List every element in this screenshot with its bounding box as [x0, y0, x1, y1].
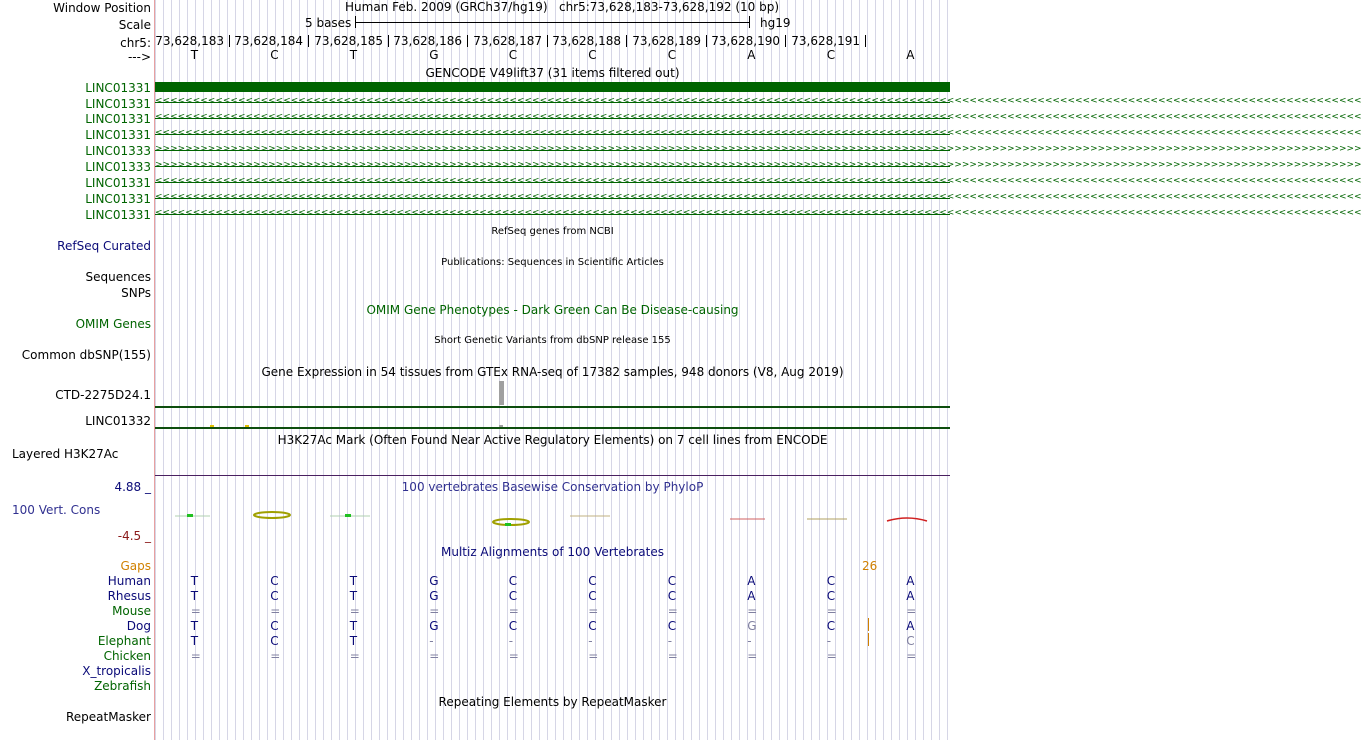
alignment-base-elephant: C [270, 634, 279, 648]
dbsnp-label[interactable]: Common dbSNP(155) [21, 348, 151, 362]
alignment-base-dog: T [190, 619, 199, 633]
alignment-base-mouse: = [667, 604, 678, 618]
alignment-base-chicken: = [747, 649, 758, 663]
alignment-base-elephant: - [588, 634, 593, 648]
sequences-label[interactable]: Sequences [85, 270, 151, 284]
alignment-base-mouse: = [588, 604, 599, 618]
alignment-base-rhesus: T [190, 589, 199, 603]
phylop-track-title: 100 vertebrates Basewise Conservation by PhyloP [401, 480, 704, 494]
alignment-base-chicken: = [429, 649, 440, 663]
alignment-base-dog: C [270, 619, 279, 633]
species-zebrafish-label[interactable]: Zebrafish [94, 679, 151, 693]
scale-label: Scale [118, 18, 151, 32]
gap-marker-dog [868, 618, 869, 631]
assembly-title: Human Feb. 2009 (GRCh37/hg19) chr5:73,628,183-73,628,192 (10 bp) [345, 0, 780, 14]
gene-strand-arrows: >>>>>>>>>>>>>>>>>>>>>>>>>>>>>>>>>>>>>>>>>>>>>>>>>>>>>>>>>>>>>>>>>>>>>>>>>>>>>>>>>>>>>>>>>>>>>>>>>>>>>>>>>>>>>>>>>>>>>>>>>>>>>>>>>>>>>>>>>>>>>>>>>>>>>>>>>>>>>>>> [155, 160, 1362, 170]
alignment-base-rhesus: C [667, 589, 677, 603]
gap-marker-elephant [868, 633, 869, 646]
alignment-base-chicken: = [190, 649, 201, 663]
species-rhesus-label[interactable]: Rhesus [107, 589, 151, 603]
species-human-label[interactable]: Human [107, 574, 151, 588]
alignment-base-rhesus: C [508, 589, 518, 603]
reference-base: C [826, 48, 836, 62]
reference-base: C [588, 48, 597, 62]
ruler-tick [229, 35, 230, 47]
alignment-base-rhesus: C [270, 589, 279, 603]
ruler-tick [785, 35, 786, 47]
refseq-track-title: RefSeq genes from NCBI [491, 226, 614, 237]
ruler-tick [626, 35, 627, 47]
phylop-signal [155, 505, 950, 530]
alignment-base-mouse: = [429, 604, 440, 618]
gene-label-linc01331-2[interactable]: LINC01331 [85, 97, 151, 111]
alignment-base-chicken: = [667, 649, 678, 663]
gene-label-linc01333-1[interactable]: LINC01333 [85, 144, 151, 158]
track-image-area[interactable] [155, 0, 1362, 740]
h3k27ac-label[interactable]: Layered H3K27Ac [12, 447, 119, 461]
alignment-base-chicken: = [826, 649, 837, 663]
gene-strand-arrows: >>>>>>>>>>>>>>>>>>>>>>>>>>>>>>>>>>>>>>>>>>>>>>>>>>>>>>>>>>>>>>>>>>>>>>>>>>>>>>>>>>>>>>>>>>>>>>>>>>>>>>>>>>>>>>>>>>>>>>>>>>>>>>>>>>>>>>>>>>>>>>>>>>>>>>>>>>>>>>>> [155, 144, 1362, 154]
gene-label-linc01331-5[interactable]: LINC01331 [85, 176, 151, 190]
reference-base: T [349, 48, 358, 62]
alignment-base-dog: C [588, 619, 597, 633]
alignment-base-elephant: - [508, 634, 514, 648]
gtex-expression-bar[interactable] [499, 381, 504, 405]
alignment-base-mouse: = [508, 604, 519, 618]
gtex-track-title: Gene Expression in 54 tissues from GTEx RNA-seq of 17382 samples, 948 donors (V8, Aug 2019) [261, 365, 844, 379]
strand-label: ---> [127, 50, 151, 64]
alignment-base-mouse: = [270, 604, 281, 618]
gene-label-linc01331-7[interactable]: LINC01331 [85, 208, 151, 222]
ruler-coordinate: 73,628,189 [632, 34, 701, 48]
ruler-coordinate: 73,628,184 [234, 34, 303, 48]
alignment-base-rhesus: C [826, 589, 836, 603]
species-chicken-label[interactable]: Chicken [103, 649, 151, 663]
ruler-coordinate: 73,628,185 [314, 34, 383, 48]
gene-label-linc01331-6[interactable]: LINC01331 [85, 192, 151, 206]
refseq-curated-label[interactable]: RefSeq Curated [57, 239, 151, 253]
gene-label-linc01331-3[interactable]: LINC01331 [85, 112, 151, 126]
gencode-gene-bar[interactable] [155, 82, 950, 92]
alignment-base-dog: G [429, 619, 439, 633]
scale-db-label: hg19 [760, 16, 791, 30]
gaps-value: 26 [862, 559, 878, 573]
alignment-base-dog: C [508, 619, 518, 633]
scale-bar-left-tick [355, 16, 356, 28]
alignment-base-dog: T [349, 619, 358, 633]
ruler-coordinate: 73,628,188 [552, 34, 621, 48]
gtex-gene1-label[interactable]: CTD-2275D24.1 [55, 388, 151, 402]
alignment-base-elephant: T [190, 634, 199, 648]
gene-strand-arrows: <<<<<<<<<<<<<<<<<<<<<<<<<<<<<<<<<<<<<<<<<<<<<<<<<<<<<<<<<<<<<<<<<<<<<<<<<<<<<<<<<<<<<<<<<<<<<<<<<<<<<<<<<<<<<<<<<<<<<<<<<<<<<<<<<<<<<<<<<<<<<<<<<<<<<<<<<<<<<<<< [155, 176, 1362, 186]
reference-base: G [429, 48, 439, 62]
reference-base: A [747, 48, 756, 62]
track-labels-sidebar [0, 0, 155, 740]
reference-base: C [667, 48, 677, 62]
dbsnp-track-title: Short Genetic Variants from dbSNP release 155 [434, 335, 671, 346]
h3k27ac-baseline [155, 475, 950, 476]
alignment-base-rhesus: T [349, 589, 358, 603]
alignment-base-elephant: - [747, 634, 752, 648]
alignment-base-rhesus: C [588, 589, 597, 603]
gene-label-linc01333-2[interactable]: LINC01333 [85, 160, 151, 174]
alignment-base-human: G [429, 574, 439, 588]
alignment-base-mouse: = [349, 604, 360, 618]
alignment-base-human: A [747, 574, 756, 588]
alignment-base-human: C [508, 574, 518, 588]
ruler-coordinate: 73,628,190 [711, 34, 780, 48]
scale-text: 5 bases [305, 16, 352, 30]
species-elephant-label[interactable]: Elephant [97, 634, 151, 648]
alignment-base-mouse: = [190, 604, 201, 618]
species-xtropicalis-label[interactable]: X_tropicalis [82, 664, 151, 678]
phylop-min-label: -4.5 _ [117, 529, 151, 543]
alignment-base-chicken: = [588, 649, 599, 663]
ruler-coordinate: 73,628,183 [155, 34, 224, 48]
snps-label[interactable]: SNPs [121, 286, 151, 300]
phylop-max-label: 4.88 _ [114, 480, 151, 494]
ruler-coordinate: 73,628,191 [791, 34, 860, 48]
reference-base: T [190, 48, 199, 62]
ruler-tick [388, 35, 389, 47]
alignment-base-mouse: = [747, 604, 758, 618]
gtex-gene2-label[interactable]: LINC01332 [85, 414, 151, 428]
alignment-base-human: C [667, 574, 677, 588]
alignment-base-human: T [190, 574, 199, 588]
alignment-base-elephant: - [667, 634, 673, 648]
alignment-base-rhesus: G [429, 589, 439, 603]
alignment-base-elephant: - [429, 634, 434, 648]
scale-bar [355, 22, 750, 23]
alignment-base-dog: G [747, 619, 757, 633]
alignment-base-human: A [906, 574, 915, 588]
alignment-base-human: C [270, 574, 279, 588]
alignment-base-dog: C [826, 619, 836, 633]
alignment-base-mouse: = [906, 604, 917, 618]
multiz-track-title: Multiz Alignments of 100 Vertebrates [440, 545, 665, 559]
publications-track-title: Publications: Sequences in Scientific Articles [441, 257, 664, 268]
alignment-base-human: T [349, 574, 358, 588]
gene-strand-arrows: <<<<<<<<<<<<<<<<<<<<<<<<<<<<<<<<<<<<<<<<<<<<<<<<<<<<<<<<<<<<<<<<<<<<<<<<<<<<<<<<<<<<<<<<<<<<<<<<<<<<<<<<<<<<<<<<<<<<<<<<<<<<<<<<<<<<<<<<<<<<<<<<<<<<<<<<<<<<<<<< [155, 192, 1362, 202]
gene-strand-arrows: <<<<<<<<<<<<<<<<<<<<<<<<<<<<<<<<<<<<<<<<<<<<<<<<<<<<<<<<<<<<<<<<<<<<<<<<<<<<<<<<<<<<<<<<<<<<<<<<<<<<<<<<<<<<<<<<<<<<<<<<<<<<<<<<<<<<<<<<<<<<<<<<<<<<<<<<<<<<<<<< [155, 96, 1362, 106]
gene-strand-arrows: <<<<<<<<<<<<<<<<<<<<<<<<<<<<<<<<<<<<<<<<<<<<<<<<<<<<<<<<<<<<<<<<<<<<<<<<<<<<<<<<<<<<<<<<<<<<<<<<<<<<<<<<<<<<<<<<<<<<<<<<<<<<<<<<<<<<<<<<<<<<<<<<<<<<<<<<<<<<<<<< [155, 208, 1362, 218]
gtex-gene2-line [155, 427, 950, 429]
phylop-track-label[interactable]: 100 Vert. Cons [12, 503, 101, 517]
reference-base: C [508, 48, 518, 62]
repeatmasker-label[interactable]: RepeatMasker [65, 710, 151, 724]
omim-genes-label[interactable]: OMIM Genes [75, 317, 151, 331]
ruler-tick [547, 35, 548, 47]
h3k27ac-track-title: H3K27Ac Mark (Often Found Near Active Regulatory Elements) on 7 cell lines from ENCODE [277, 433, 828, 447]
alignment-base-chicken: = [906, 649, 917, 663]
ruler-tick [706, 35, 707, 47]
gene-strand-arrows: <<<<<<<<<<<<<<<<<<<<<<<<<<<<<<<<<<<<<<<<<<<<<<<<<<<<<<<<<<<<<<<<<<<<<<<<<<<<<<<<<<<<<<<<<<<<<<<<<<<<<<<<<<<<<<<<<<<<<<<<<<<<<<<<<<<<<<<<<<<<<<<<<<<<<<<<<<<<<<<< [155, 112, 1362, 122]
alignment-base-dog: A [906, 619, 915, 633]
species-mouse-label[interactable]: Mouse [112, 604, 151, 618]
alignment-base-elephant: T [349, 634, 358, 648]
ruler-tick [308, 35, 309, 47]
ruler-coordinate: 73,628,187 [473, 34, 542, 48]
gtex-gene1-line [155, 406, 950, 408]
reference-base: A [906, 48, 915, 62]
repeatmasker-track-title: Repeating Elements by RepeatMasker [438, 695, 667, 709]
alignment-base-chicken: = [270, 649, 281, 663]
gene-strand-arrows: <<<<<<<<<<<<<<<<<<<<<<<<<<<<<<<<<<<<<<<<<<<<<<<<<<<<<<<<<<<<<<<<<<<<<<<<<<<<<<<<<<<<<<<<<<<<<<<<<<<<<<<<<<<<<<<<<<<<<<<<<<<<<<<<<<<<<<<<<<<<<<<<<<<<<<<<<<<<<<<< [155, 128, 1362, 138]
alignment-base-human: C [826, 574, 836, 588]
ruler-tick [467, 35, 468, 47]
chr-label: chr5: [120, 36, 151, 50]
alignment-base-dog: C [667, 619, 677, 633]
ruler-tick [865, 35, 866, 47]
gene-label-linc01331-4[interactable]: LINC01331 [85, 128, 151, 142]
ruler-coordinate: 73,628,186 [393, 34, 462, 48]
scale-bar-right-tick [749, 16, 750, 28]
alignment-base-chicken: = [508, 649, 519, 663]
gene-label-linc01331-1[interactable]: LINC01331 [85, 81, 151, 95]
alignment-base-human: C [588, 574, 597, 588]
gencode-track-title: GENCODE V49lift37 (31 items filtered out) [425, 66, 680, 80]
alignment-base-elephant: C [906, 634, 915, 648]
omim-track-title: OMIM Gene Phenotypes - Dark Green Can Be Disease-causing [366, 303, 739, 317]
species-dog-label[interactable]: Dog [126, 619, 151, 633]
alignment-base-rhesus: A [747, 589, 756, 603]
alignment-base-chicken: = [349, 649, 360, 663]
alignment-base-mouse: = [826, 604, 837, 618]
alignment-base-elephant: - [826, 634, 832, 648]
reference-base: C [270, 48, 279, 62]
species-gaps-label: Gaps [120, 559, 151, 573]
alignment-base-rhesus: A [906, 589, 915, 603]
window-position-label: Window Position [53, 1, 151, 15]
